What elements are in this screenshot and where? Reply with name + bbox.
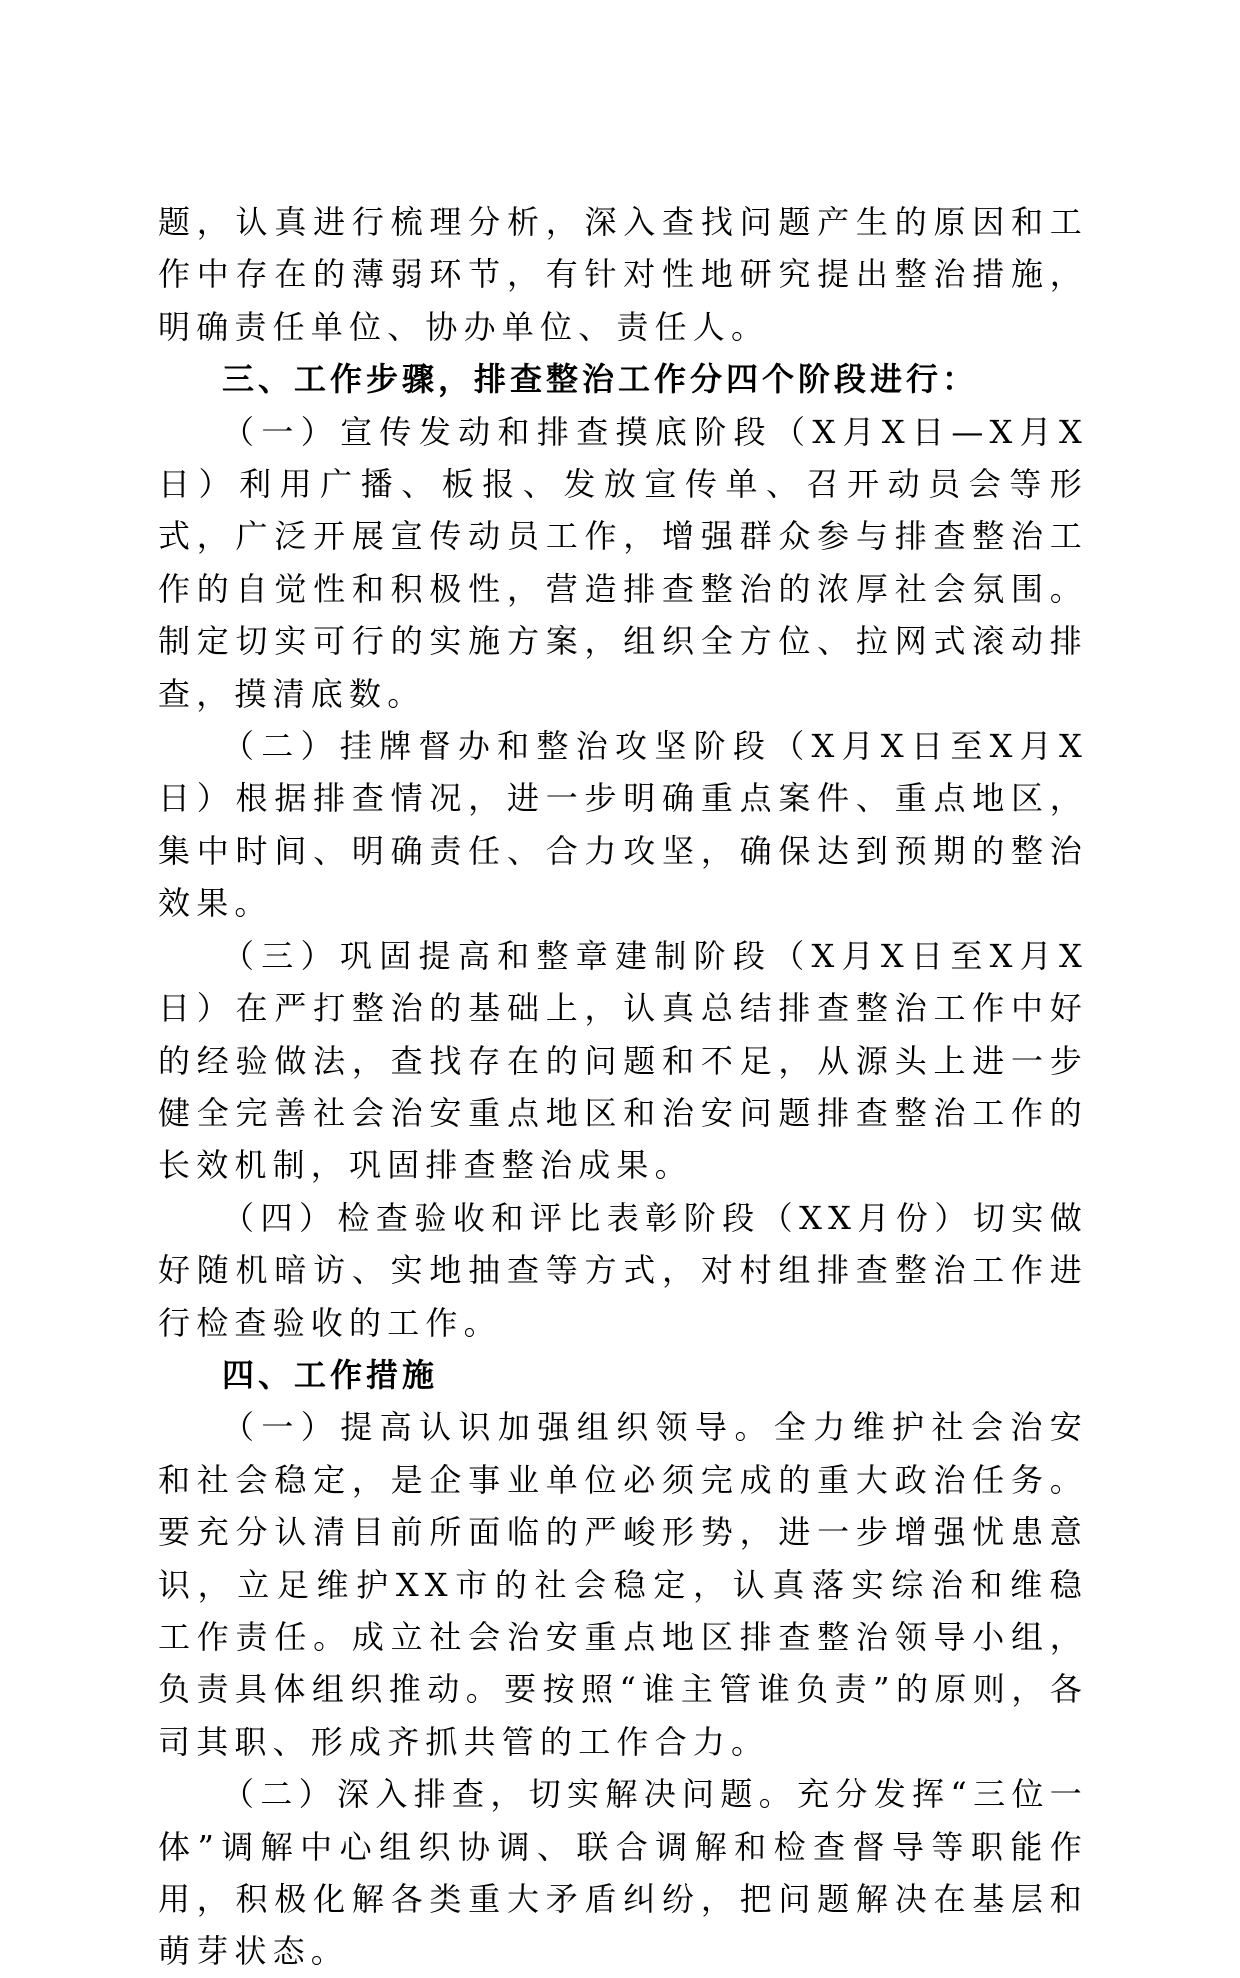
paragraph-continuation: 题，认真进行梳理分析，深入查找问题产生的原因和工作中存在的薄弱环节，有针对性地研究提出整治措施，明确责任单位、协办单位、责任人。 xyxy=(158,203,1088,346)
paragraph-stage-2: （二）挂牌督办和整治攻坚阶段（X月X日至X月X日）根据排查情况，进一步明确重点案件、重点地区，集中时间、明确责任、合力攻坚，确保达到预期的整治效果。 xyxy=(158,727,1088,923)
paragraph-measure-2: （二）深入排查，切实解决问题。充分发挥“三位一体”调解中心组织协调、联合调解和检查督导等职能作用，积极化解各类重大矛盾纠纷，把问题解决在基层和萌芽状态。 xyxy=(158,1775,1088,1971)
paragraph-stage-3: （三）巩固提高和整章建制阶段（X月X日至X月X日）在严打整治的基础上，认真总结排查整治工作中好的经验做法，查找存在的问题和不足，从源头上进一步健全完善社会治安重点地区和治安问题排查整治工作的长效机制，巩固排查整治成果。 xyxy=(158,936,1088,1185)
section-heading-work-steps: 三、工作步骤，排查整治工作分四个阶段进行： xyxy=(222,360,979,399)
paragraph-stage-1: （一）宣传发动和排查摸底阶段（X月X日—X月X日）利用广播、板报、发放宣传单、召开动员会等形式，广泛开展宣传动员工作，增强群众参与排查整治工作的自觉性和积极性，营造排查整治的浓厚社会氛围。制定切实可行的实施方案，组织全方位、拉网式滚动排查，摸清底数。 xyxy=(158,412,1088,713)
paragraph-measure-1: （一）提高认识加强组织领导。全力维护社会治安和社会稳定，是企事业单位必须完成的重大政治任务。要充分认清目前所面临的严峻形势，进一步增强忧患意识，立足维护XX市的社会稳定，认真落实综治和维稳工作责任。成立社会治安重点地区排查整治领导小组，负责具体组织推动。要按照“谁主管谁负责”的原则，各司其职、形成齐抓共管的工作合力。 xyxy=(158,1408,1088,1761)
section-heading-work-measures: 四、工作措施 xyxy=(222,1355,439,1394)
document-page xyxy=(158,196,1088,1978)
paragraph-stage-4: （四）检查验收和评比表彰阶段（XX月份）切实做好随机暗访、实地抽查等方式，对村组排查整治工作进行检查验收的工作。 xyxy=(158,1198,1088,1342)
